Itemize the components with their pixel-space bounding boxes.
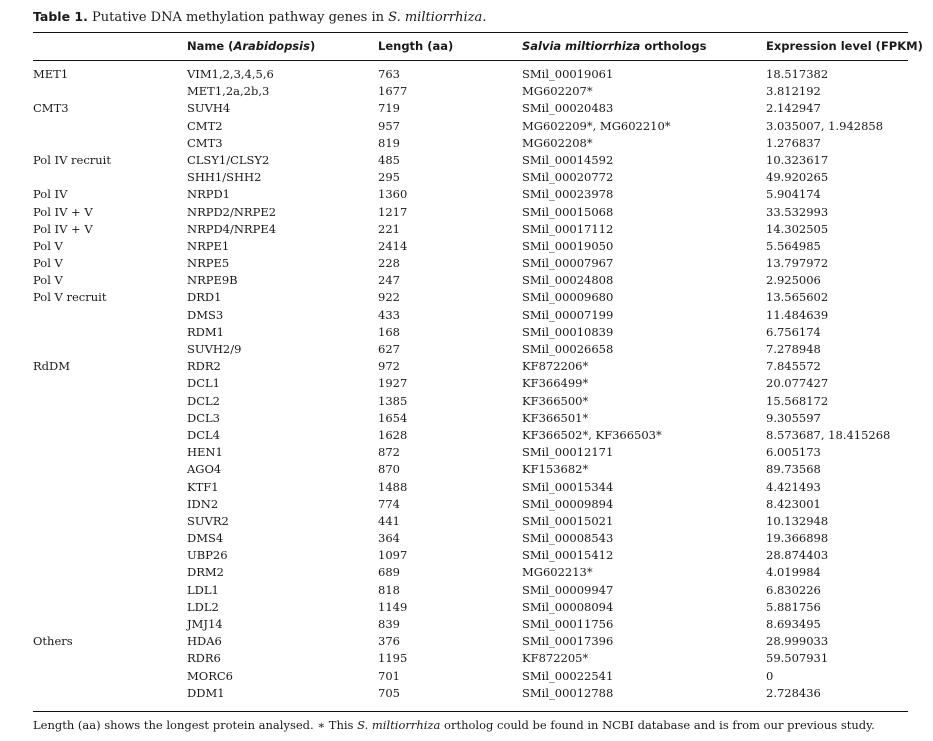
ortholog-cell: SMil_00017112 [522,221,614,236]
ortholog-cell: MG602208* [522,135,593,150]
table-row [0,100,933,117]
ortholog-cell: KF872206* [522,359,589,374]
gene-name-cell: AGO4 [187,462,222,477]
gene-name-cell: DMS3 [187,307,224,322]
length-cell: 221 [378,221,400,236]
table-row [0,255,933,272]
gene-name-cell: JMJ14 [187,617,223,631]
ortholog-cell: SMil_00011756 [522,617,614,631]
ortholog-cell: SMil_00014592 [522,152,614,167]
length-cell: 1149 [378,599,408,614]
length-cell: 818 [378,582,400,597]
table-row [0,616,933,633]
expression-cell: 28.874403 [766,548,829,563]
caption-end: . [482,10,487,25]
ortholog-cell: SMil_00024808 [522,273,614,288]
expression-cell: 18.517382 [766,67,829,81]
table-row [0,221,933,238]
gene-name-cell: RDM1 [187,324,224,339]
table-row [0,668,933,685]
gene-name-cell: RDR2 [187,359,221,374]
length-cell: 839 [378,617,400,631]
expression-cell: 8.693495 [766,617,821,631]
expression-cell: 28.999033 [766,634,829,649]
caption-species: S. miltiorrhiza [388,10,483,25]
ortholog-cell: MG602213* [522,565,593,580]
group-cell: CMT3 [33,101,69,116]
table-row [0,410,933,427]
length-cell: 1677 [378,84,408,99]
ortholog-cell: SMil_00017396 [522,634,614,649]
expression-cell: 3.035007, 1.942858 [766,118,884,133]
ortholog-cell: SMil_00008094 [522,599,614,614]
table-row [0,650,933,667]
table-row [0,324,933,341]
length-cell: 763 [378,67,400,81]
table-row [0,152,933,169]
table-row [0,289,933,306]
table-row [0,358,933,375]
table-row [0,564,933,581]
group-cell: Others [33,634,73,649]
table-caption [33,9,486,25]
ortholog-cell: SMil_00010839 [522,324,614,339]
expression-cell: 5.904174 [766,187,821,202]
ortholog-cell: SMil_00020483 [522,101,614,116]
length-cell: 168 [378,324,400,339]
length-cell: 433 [378,307,400,322]
gene-name-cell: NRPE5 [187,256,230,271]
group-cell: Pol V [33,238,63,253]
ortholog-cell: SMil_00015021 [522,513,614,528]
group-cell: Pol IV recruit [33,152,111,167]
table-row [0,547,933,564]
table-row [0,375,933,392]
ortholog-cell: SMil_00012171 [522,445,614,460]
length-cell: 1097 [378,548,408,563]
expression-cell: 20.077427 [766,376,829,391]
expression-cell: 0 [766,668,774,683]
gene-name-cell: RDR6 [187,651,221,666]
gene-name-cell: DCL2 [187,393,220,408]
gene-name-cell: MORC6 [187,668,233,683]
ortholog-cell: KF366501* [522,410,589,425]
table-row [0,238,933,255]
gene-name-cell: SUVH4 [187,101,231,116]
table-footnote [33,718,875,732]
ortholog-cell: SMil_00015344 [522,479,614,494]
table-row [0,272,933,289]
ortholog-cell: SMil_00009947 [522,582,614,597]
gene-name-cell: SHH1/SHH2 [187,170,262,185]
length-cell: 872 [378,445,400,460]
ortholog-cell: KF872205* [522,651,589,666]
ortholog-cell: KF366500* [522,393,589,408]
gene-name-cell: DCL3 [187,410,220,425]
ortholog-cell: KF153682* [522,462,589,477]
length-cell: 228 [378,256,400,271]
expression-cell: 11.484639 [766,307,829,322]
table-row [0,513,933,530]
expression-cell: 6.005173 [766,445,821,460]
table-row [0,204,933,221]
expression-cell: 19.366898 [766,531,829,546]
caption-text: Putative DNA methylation pathway genes in [92,10,389,25]
expression-cell: 8.573687, 18.415268 [766,427,891,442]
table-row [0,633,933,650]
expression-cell: 9.305597 [766,410,821,425]
length-cell: 957 [378,118,400,133]
length-cell: 705 [378,685,400,700]
gene-name-cell: HDA6 [187,634,222,649]
ortholog-cell: SMil_00007967 [522,256,614,271]
expression-cell: 4.421493 [766,479,821,494]
table-row [0,118,933,135]
gene-name-cell: LDL1 [187,582,219,597]
group-cell: MET1 [33,67,69,81]
table-row [0,599,933,616]
table-row [0,169,933,186]
gene-name-cell: NRPE9B [187,273,238,288]
group-cell: Pol V [33,273,63,288]
expression-cell: 6.830226 [766,582,821,597]
length-cell: 819 [378,135,400,150]
table-row [0,427,933,444]
expression-cell: 10.132948 [766,513,829,528]
group-cell: Pol IV [33,187,68,202]
header-name-pre: Name ( [187,39,234,53]
gene-name-cell: IDN2 [187,496,219,511]
gene-name-cell: UBP26 [187,548,228,563]
table-row [0,66,933,83]
table-row [0,496,933,513]
header-ortholog-post: orthologs [640,39,707,53]
ortholog-cell: SMil_00007199 [522,307,614,322]
ortholog-cell: SMil_00009680 [522,290,614,305]
ortholog-cell: SMil_00015068 [522,204,614,219]
ortholog-cell: MG602207* [522,84,593,99]
table-row [0,307,933,324]
expression-cell: 13.565602 [766,290,829,305]
expression-cell: 49.920265 [766,170,829,185]
top-rule [33,32,908,33]
expression-cell: 7.278948 [766,342,821,356]
length-cell: 1217 [378,204,408,219]
group-cell: Pol IV + V [33,221,93,236]
gene-name-cell: LDL2 [187,599,219,614]
group-cell: Pol IV + V [33,204,93,219]
gene-name-cell: DRD1 [187,290,222,305]
length-cell: 376 [378,634,400,649]
expression-cell: 89.73568 [766,462,821,477]
ortholog-cell: KF366499* [522,376,589,391]
ortholog-cell: SMil_00023978 [522,187,614,202]
length-cell: 719 [378,101,400,116]
table-row [0,479,933,496]
ortholog-cell: KF366502*, KF366503* [522,427,662,442]
expression-cell: 8.423001 [766,496,821,511]
header-name [187,39,315,53]
length-cell: 1360 [378,187,408,202]
footnote-post: ortholog could be found in NCBI database and is from our previous study. [440,718,875,732]
gene-name-cell: CMT3 [187,135,223,150]
length-cell: 689 [378,565,400,580]
length-cell: 441 [378,513,400,528]
expression-cell: 5.564985 [766,238,821,253]
length-cell: 1654 [378,410,408,425]
table-label: Table 1. [33,9,88,24]
table-row [0,461,933,478]
length-cell: 922 [378,290,400,305]
ortholog-cell: MG602209*, MG602210* [522,118,671,133]
expression-cell: 2.925006 [766,273,821,288]
length-cell: 972 [378,359,400,374]
header-orthologs [522,39,706,53]
ortholog-cell: SMil_00012788 [522,685,614,700]
expression-cell: 4.019984 [766,565,821,580]
header-length: Length (aa) [378,39,454,53]
length-cell: 295 [378,170,400,185]
gene-name-cell: NRPD4/NRPE4 [187,221,277,236]
gene-name-cell: CMT2 [187,118,223,133]
gene-name-cell: KTF1 [187,479,219,494]
gene-name-cell: DDM1 [187,685,225,700]
group-cell: RdDM [33,359,71,374]
length-cell: 1195 [378,651,408,666]
table-row [0,582,933,599]
table-row [0,393,933,410]
expression-cell: 14.302505 [766,221,829,236]
footnote-pre: Length (aa) shows the longest protein analysed. ∗ This [33,718,358,732]
length-cell: 364 [378,531,400,546]
expression-cell: 3.812192 [766,84,821,99]
ortholog-cell: SMil_00020772 [522,170,614,185]
gene-name-cell: SUVH2/9 [187,342,242,356]
length-cell: 485 [378,152,400,167]
header-name-post: ) [309,39,316,53]
expression-cell: 10.323617 [766,152,829,167]
table-row [0,444,933,461]
ortholog-cell: SMil_00008543 [522,531,614,546]
gene-name-cell: NRPD2/NRPE2 [187,204,277,219]
length-cell: 627 [378,342,400,356]
gene-name-cell: NRPD1 [187,187,230,202]
table-body [0,66,933,702]
expression-cell: 59.507931 [766,651,829,666]
length-cell: 2414 [378,238,408,253]
expression-cell: 13.797972 [766,256,829,271]
bottom-rule [33,711,908,712]
length-cell: 1385 [378,393,408,408]
expression-cell: 6.756174 [766,324,821,339]
table-row [0,186,933,203]
length-cell: 870 [378,462,400,477]
group-cell: Pol V [33,256,63,271]
gene-name-cell: DCL4 [187,427,220,442]
length-cell: 1488 [378,479,408,494]
ortholog-cell: SMil_00015412 [522,548,614,563]
gene-name-cell: DRM2 [187,565,224,580]
expression-cell: 2.142947 [766,101,821,116]
gene-name-cell: VIM1,2,3,4,5,6 [187,67,274,81]
header-name-species: Arabidopsis [233,39,310,53]
expression-cell: 7.845572 [766,359,821,374]
gene-name-cell: DMS4 [187,531,224,546]
gene-name-cell: NRPE1 [187,238,230,253]
ortholog-cell: SMil_00019061 [522,67,614,81]
length-cell: 247 [378,273,400,288]
expression-cell: 5.881756 [766,599,821,614]
table-row [0,135,933,152]
expression-cell: 15.568172 [766,393,829,408]
gene-name-cell: HEN1 [187,445,223,460]
header-rule [33,60,908,61]
header-ortholog-species: Salvia miltiorrhiza [522,39,641,53]
expression-cell: 1.276837 [766,135,821,150]
header-expression: Expression level (FPKM) [766,39,923,53]
ortholog-cell: SMil_00022541 [522,668,614,683]
table-row [0,530,933,547]
gene-name-cell: MET1,2a,2b,3 [187,84,270,99]
ortholog-cell: SMil_00026658 [522,342,614,356]
gene-name-cell: DCL1 [187,376,220,391]
length-cell: 1628 [378,427,408,442]
length-cell: 701 [378,668,400,683]
ortholog-cell: SMil_00009894 [522,496,614,511]
table-row [0,83,933,100]
group-cell: Pol V recruit [33,290,107,305]
ortholog-cell: SMil_00019050 [522,238,614,253]
gene-name-cell: SUVR2 [187,513,229,528]
expression-cell: 2.728436 [766,685,821,700]
table-row [0,685,933,702]
length-cell: 1927 [378,376,408,391]
length-cell: 774 [378,496,400,511]
expression-cell: 33.532993 [766,204,829,219]
table-row [0,341,933,358]
gene-name-cell: CLSY1/CLSY2 [187,152,270,167]
footnote-species: S. miltiorrhiza [357,718,441,732]
